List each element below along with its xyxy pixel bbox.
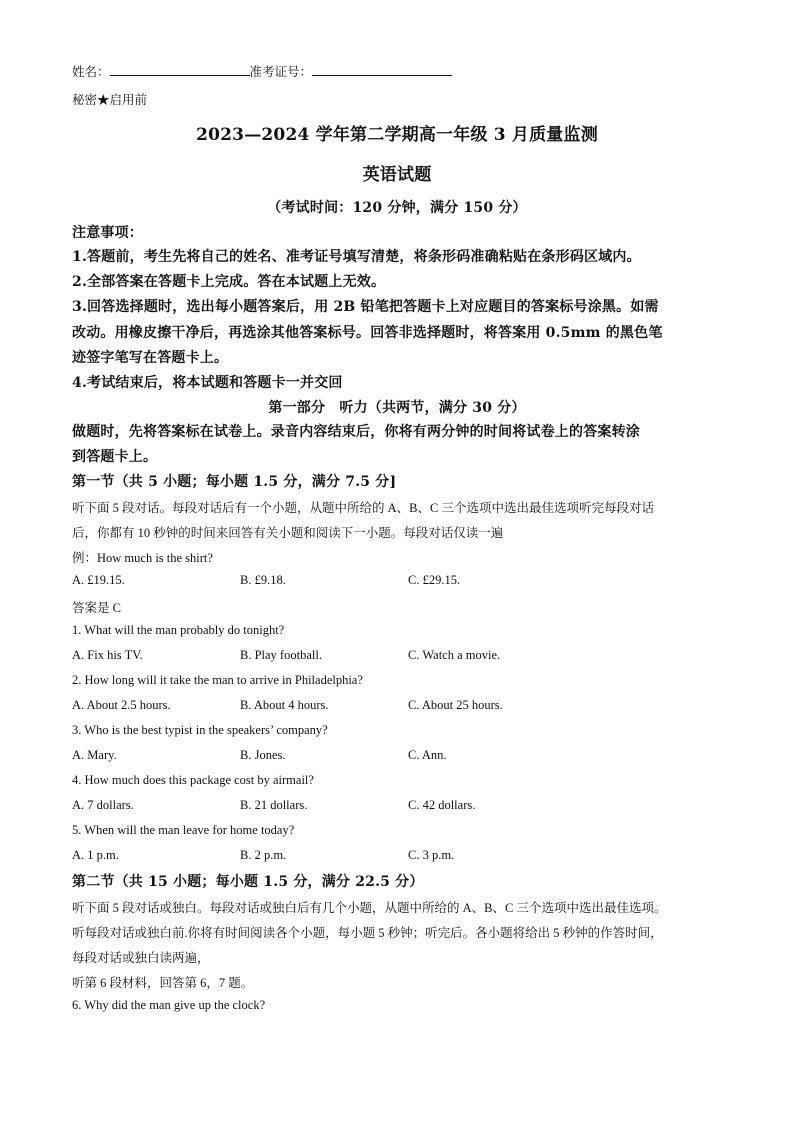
question-options [72,648,732,666]
section2-heading: 第二节（共 15 小题；每小题 1.5 分，满分 22.5 分） [72,874,424,890]
option: C. 3 p.m. [408,848,455,862]
question: 1. What will the man probably do tonight? [72,623,285,637]
option: A. 1 p.m. [72,848,119,862]
question: 4. How much does this package cost by airmail? [72,773,314,787]
subject-title: 英语试题 [362,165,432,185]
option: B. Jones. [240,748,286,762]
option: B. 2 p.m. [240,848,287,862]
question-options [72,698,732,716]
notice-item: 迹签字笔写在答题卡上。 [72,350,229,366]
option: C. Watch a movie. [408,648,501,662]
option: A. £19.15. [72,573,125,587]
section1-heading: 第一节（共 5 小题；每小题 1.5 分，满分 7.5 分] [72,474,397,490]
option: C. Ann. [408,748,447,762]
name-field[interactable] [110,62,250,76]
section2-instruction: 每段对话或独白读两遍， [72,951,210,965]
section2-instruction: 听下面 5 段对话或独白。每段对话或独白后有几个小题，从题中所给的 A、B、C 三个选项中选出最佳选项。 [72,901,667,915]
notice-item: 改动。用橡皮擦干净后，再选涂其他答案标号。回答非选择题时，将答案用 0.5mm 的黑色笔 [72,325,663,341]
question: 2. How long will it take the man to arrive in Philadelphia? [72,673,363,687]
section1-instruction: 后，你都有 10 秒钟的时间来回答有关小题和阅读下一小题。每段对话仅读一遍 [72,526,504,540]
option: A. 7 dollars. [72,798,134,812]
option: A. About 2.5 hours. [72,698,171,712]
part1-instruction: 做题时，先将答案标在试卷上。录音内容结束后，你将有两分钟的时间将试卷上的答案转涂 [72,424,640,440]
candidate-info-line [72,62,452,80]
notice-item: 2.全部答案在答题卡上完成。答在本试题上无效。 [72,274,386,290]
question: 6. Why did the man give up the clock? [72,998,266,1012]
notice-heading: 注意事项： [72,225,143,241]
option: C. £29.15. [408,573,461,587]
time-note: （考试时间：120 分钟，满分 150 分） [267,200,527,216]
notice-item: 3.回答选择题时，选出每小题答案后，用 2B 铅笔把答题卡上对应题目的答案标号涂黑。如需 [72,299,659,315]
question-options [72,848,732,866]
question-options [72,798,732,816]
option: B. 21 dollars. [240,798,308,812]
option: A. Mary. [72,748,117,762]
ticket-field[interactable] [312,62,452,76]
option: B. About 4 hours. [240,698,329,712]
section1-instruction: 听下面 5 段对话。每段对话后有一个小题，从题中所给的 A、B、C 三个选项中选出最佳选项听完每段对话 [72,501,654,515]
question: 5. When will the man leave for home today? [72,823,295,837]
secret-mark: 秘密★启用前 [72,93,148,107]
example-question: 例：How much is the shirt? [72,551,213,565]
part1-instruction: 到答题卡上。 [72,449,158,465]
option: B. Play football. [240,648,322,662]
option: A. Fix his TV. [72,648,143,662]
option: C. About 25 hours. [408,698,503,712]
question-options [72,748,732,766]
section2-instruction: 听第 6 段材料，回答第 6，7 题。 [72,976,254,990]
section2-instruction: 听每段对话或独白前.你将有时间阅读各个小题，每小题 5 秒钟；听完后。各小题将给出 5 秒钟的作答时间， [72,926,663,940]
exam-title: 2023—2024 学年第二学期高一年级 3 月质量监测 [196,125,598,145]
ticket-label: 准考证号： [249,65,313,79]
notice-item: 4.考试结束后，将本试题和答题卡一并交回 [72,375,343,391]
option: C. 42 dollars. [408,798,476,812]
example-answer: 答案是 C [72,601,121,615]
question: 3. Who is the best typist in the speakers’ company? [72,723,328,737]
part1-heading: 第一部分 听力（共两节，满分 30 分） [268,400,526,416]
notice-item: 1.答题前，考生先将自己的姓名、准考证号填写清楚，将条形码准确粘贴在条形码区域内。 [72,249,641,265]
option: B. £9.18. [240,573,286,587]
name-label: 姓名： [72,65,110,79]
example-options [72,573,732,591]
